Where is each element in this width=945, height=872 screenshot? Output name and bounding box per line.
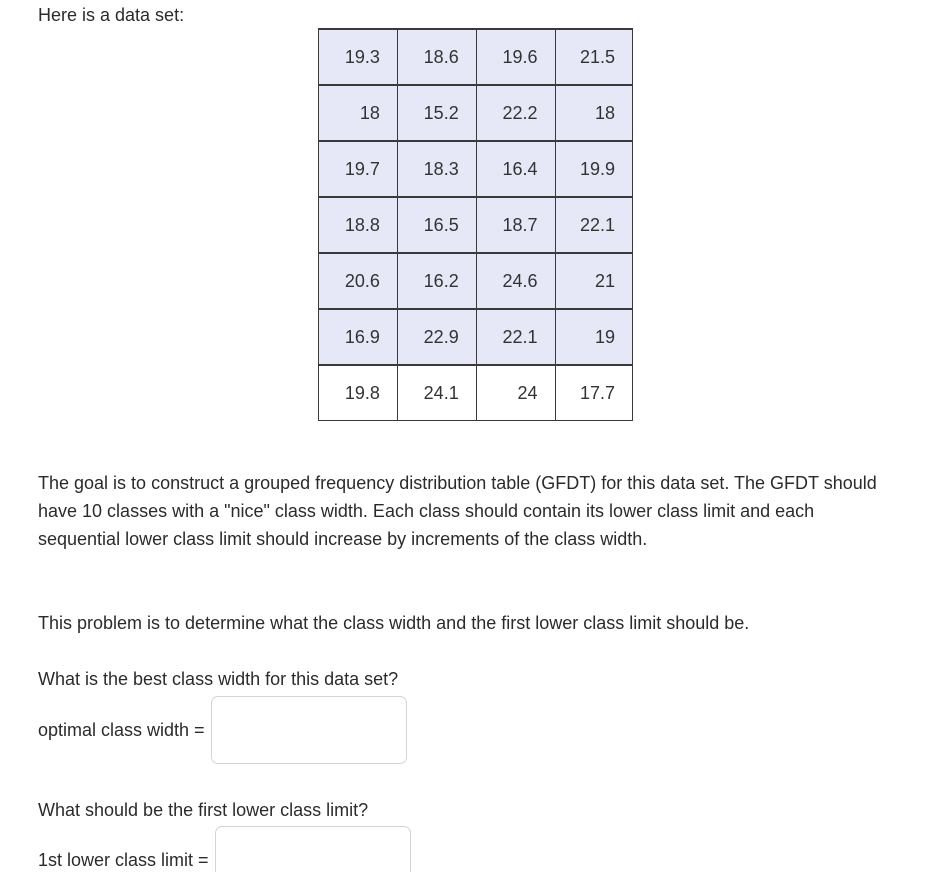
table-cell: 18.3 <box>397 141 476 197</box>
class-width-label: optimal class width = <box>38 719 205 740</box>
table-row <box>319 29 633 85</box>
table-cell: 19.7 <box>319 141 398 197</box>
table-cell: 18.6 <box>397 29 476 85</box>
table-cell: 24 <box>476 365 555 421</box>
table-cell: 22.2 <box>476 85 555 141</box>
table-cell: 16.5 <box>397 197 476 253</box>
class-width-input[interactable] <box>211 696 407 764</box>
data-table <box>318 28 633 421</box>
table-cell: 18 <box>555 85 632 141</box>
table-row <box>319 85 633 141</box>
goal-paragraph: The goal is to construct a grouped frequency distribution table (GFDT) for this data set. The GFDT should have 10 classes with a "nice" class width. Each class should contain its lower class limit and each sequential lower class limit should increase by increments of the class width. <box>38 473 877 549</box>
table-cell: 15.2 <box>397 85 476 141</box>
intro-text: Here is a data set: <box>38 5 185 25</box>
table-cell: 19 <box>555 309 632 365</box>
table-cell: 21.5 <box>555 29 632 85</box>
table-row <box>319 253 633 309</box>
lower-limit-label: 1st lower class limit = <box>38 849 209 870</box>
table-cell: 16.2 <box>397 253 476 309</box>
table-cell: 22.9 <box>397 309 476 365</box>
table-cell: 20.6 <box>319 253 398 309</box>
problem-paragraph: This problem is to determine what the class width and the first lower class limit should be. <box>38 613 750 633</box>
lower-limit-input[interactable] <box>215 826 411 872</box>
table-cell: 19.9 <box>555 141 632 197</box>
table-row <box>319 309 633 365</box>
table-row <box>319 365 633 421</box>
class-width-field-row <box>38 696 407 764</box>
lower-limit-field-row <box>38 826 411 872</box>
table-cell: 16.9 <box>319 309 398 365</box>
table-row <box>319 197 633 253</box>
table-cell: 19.8 <box>319 365 398 421</box>
table-cell: 22.1 <box>476 309 555 365</box>
table-cell: 17.7 <box>555 365 632 421</box>
table-cell: 21 <box>555 253 632 309</box>
question-class-width: What is the best class width for this data set? <box>38 669 399 689</box>
question-lower-limit: What should be the first lower class limit? <box>38 800 369 820</box>
table-row <box>319 141 633 197</box>
table-cell: 19.3 <box>319 29 398 85</box>
table-cell: 19.6 <box>476 29 555 85</box>
table-cell: 18.7 <box>476 197 555 253</box>
table-cell: 24.6 <box>476 253 555 309</box>
table-cell: 24.1 <box>397 365 476 421</box>
table-cell: 18.8 <box>319 197 398 253</box>
table-cell: 22.1 <box>555 197 632 253</box>
table-cell: 18 <box>319 85 398 141</box>
table-cell: 16.4 <box>476 141 555 197</box>
